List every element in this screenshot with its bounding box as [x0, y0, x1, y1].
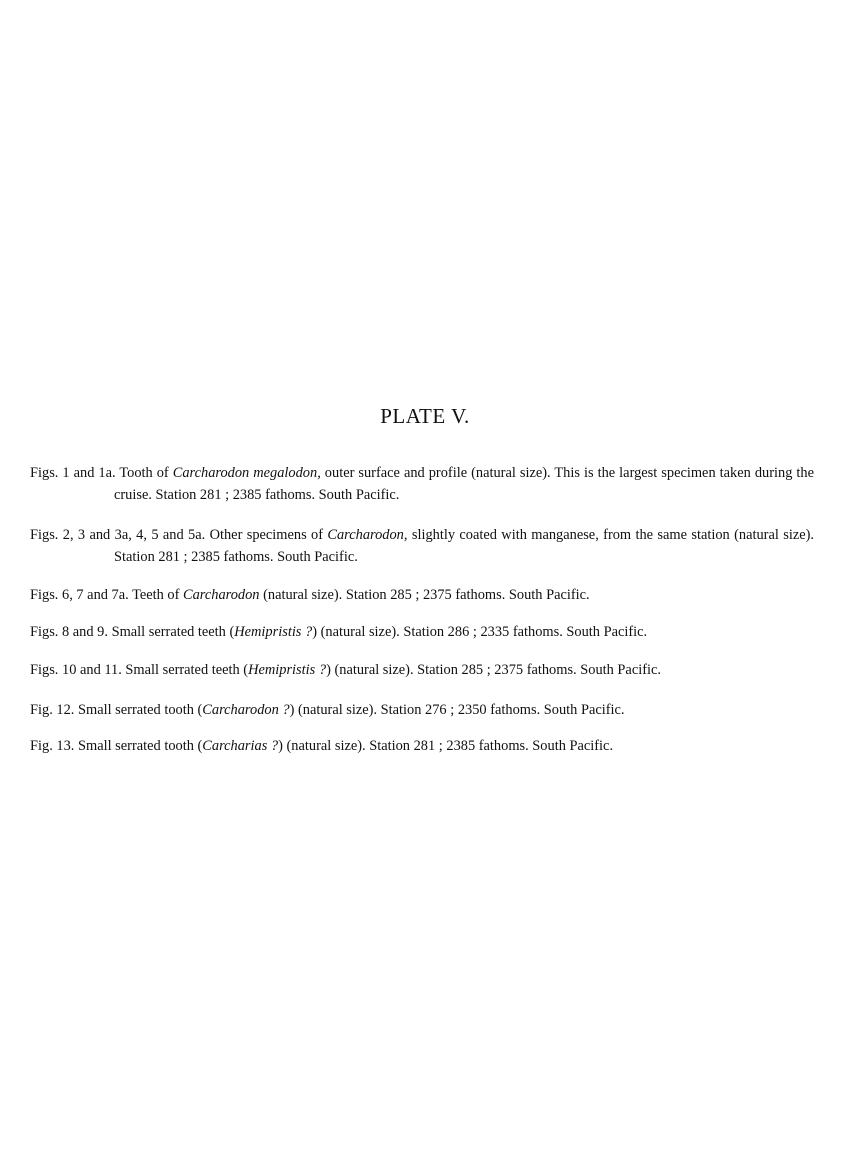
caption-text: ) (natural size). Station 286 ; 2335 fathoms. South Pacific. [312, 624, 648, 640]
figure-caption [30, 621, 814, 643]
figure-caption [30, 659, 814, 681]
page-title: PLATE V. [380, 404, 470, 428]
figure-label: Figs. 1 and 1a. [30, 465, 116, 481]
figure-caption [30, 524, 814, 568]
species-name: Carcharodon ? [202, 702, 290, 718]
species-name: Carcharodon [183, 587, 260, 603]
figure-label: Figs. 2, 3 and 3a, 4, 5 and 5a. [30, 527, 206, 543]
caption-text: slightly coated with manganese, from the same station (natural size). Station 281 ; 2385 fathoms. South Pacific. [114, 527, 814, 565]
species-name: Hemipristis ? [248, 662, 327, 678]
species-name: Hemipristis ? [234, 624, 313, 640]
figure-label: Figs. 8 and 9. [30, 624, 108, 640]
caption-text: Tooth of [119, 465, 173, 481]
figure-label: Figs. 10 and 11. [30, 662, 122, 678]
caption-text: Small serrated teeth ( [111, 624, 235, 640]
caption-text: Small serrated tooth ( [78, 738, 203, 754]
figure-caption [30, 735, 814, 757]
caption-text: outer surface and profile (natural size). This is the largest specimen taken during the cruise. Station 281 ; 2385 fathoms. South Pacific. [114, 465, 814, 503]
caption-text: Other specimens of [209, 527, 328, 543]
caption-text: Small serrated tooth ( [78, 702, 203, 718]
figure-label: Figs. 6, 7 and 7a. [30, 587, 129, 603]
caption-text: Small serrated teeth ( [125, 662, 249, 678]
species-name: Carcharias ? [202, 738, 279, 754]
figure-caption [30, 462, 814, 506]
figure-caption [30, 699, 814, 721]
caption-text: Teeth of [132, 587, 184, 603]
figure-caption [30, 584, 814, 606]
figure-label: Fig. 13. [30, 738, 75, 754]
species-name: Carcharodon, [327, 527, 408, 543]
caption-text: ) (natural size). Station 276 ; 2350 fathoms. South Pacific. [289, 702, 625, 718]
figure-label: Fig. 12. [30, 702, 75, 718]
caption-text: ) (natural size). Station 285 ; 2375 fathoms. South Pacific. [326, 662, 661, 678]
caption-text: ) (natural size). Station 281 ; 2385 fathoms. South Pacific. [278, 738, 614, 754]
caption-text: (natural size). Station 285 ; 2375 fathoms. South Pacific. [259, 587, 590, 603]
figure-caption-list [30, 462, 814, 757]
species-name: Carcharodon megalodon, [172, 465, 321, 481]
